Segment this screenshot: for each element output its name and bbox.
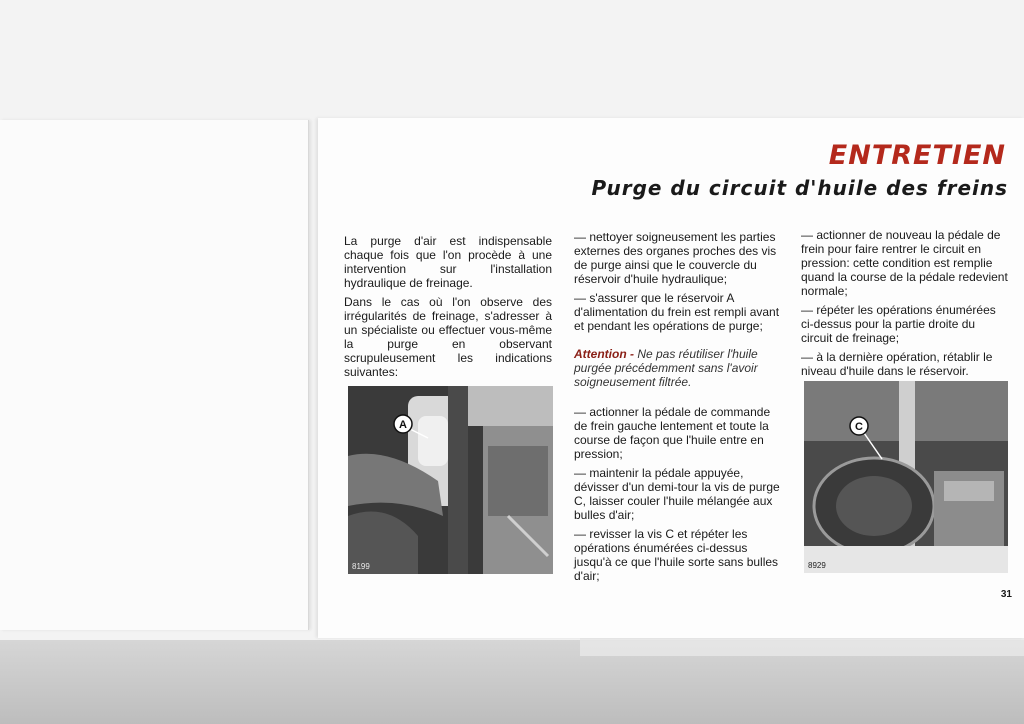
section-title: ENTRETIEN [828,140,1006,171]
list-item: — actionner la pédale de commande de frein gauche lentement et toute la course de façon que l'huile entre en pression; [574,405,771,461]
axle-illustration [804,381,1008,573]
list-item: — répéter les opérations énumérées ci-dessus pour la partie droite du circuit de freinage; [801,303,996,345]
page-number: 31 [1000,589,1012,600]
text-column-2 [574,230,784,588]
figure-number: 8199 [352,562,370,571]
list-item: — à la dernière opération, rétablir le niveau d'huile dans le réservoir. [801,350,993,378]
engine-illustration [348,386,553,574]
figure-number: 8929 [808,561,826,570]
list-item: — revisser la vis C et répéter les opérations énumérées ci-dessus jusqu'à ce que l'huile sorte sans bulles d'air; [574,527,779,583]
text-column-1 [344,234,552,384]
list-item: — maintenir la pédale appuyée, dévisser d'un demi-tour la vis de purge C, laisser couler l'huile mélangée aux bulles d'air; [574,466,780,522]
paragraph: La purge d'air est indispensable chaque fois que l'on procède à une intervention sur l'installation hydraulique de freinage. [344,234,552,290]
callout-c-label: C [855,421,863,433]
manual-page [318,118,1024,638]
brake-bleed-screw-photo [804,381,1008,573]
list-item: — s'assurer que le réservoir A d'alimentation du frein est rempli avant et pendant les opérations de purge; [574,291,780,333]
list-item: — nettoyer soigneusement les parties externes des organes proches des vis de purge ainsi que le couvercle du réservoir d'huile hydraulique; [574,230,777,286]
page-subtitle: Purge du circuit d'huile des freins [591,176,1008,200]
attention-text: Ne pas réutiliser l'huile purgée précédemment sans l'avoir soigneusement filtrée. [574,347,758,389]
text-column-3 [801,228,1008,383]
attention-note [574,347,784,389]
attention-label: Attention - [574,347,634,361]
callout-a-label: A [399,419,407,431]
torn-paper-edge [580,638,1024,656]
left-blank-page [0,120,309,630]
paragraph: Dans le cas où l'on observe des irrégularités de freinage, s'adresser à un spécialiste ou effectuer vous-même la purge en observant scrupuleusement les indications suivantes: [344,295,552,379]
list-item: — actionner de nouveau la pédale de frein pour faire rentrer le circuit en pression: cette condition est remplie quand la course de la pédale redevient normale; [801,228,1008,298]
brake-reservoir-photo [348,386,553,574]
